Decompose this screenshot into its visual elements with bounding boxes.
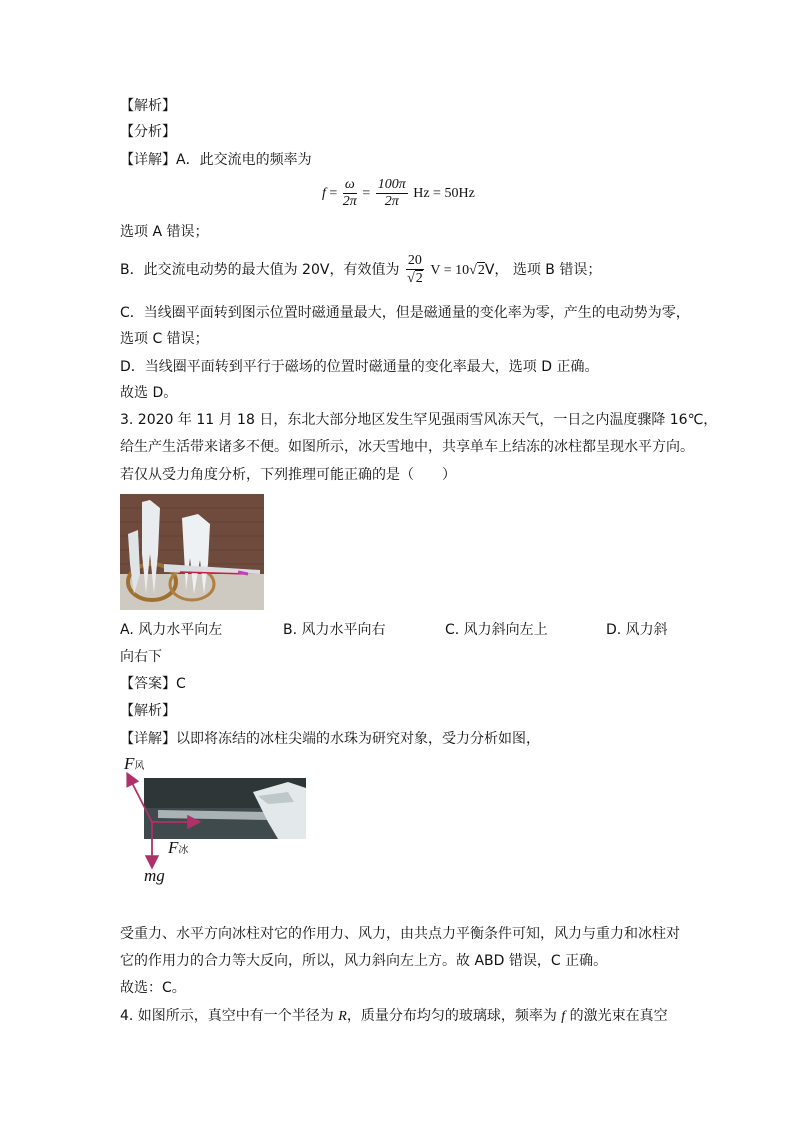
choice-d: D. 风力斜 (606, 622, 668, 638)
frequency-equation: f = $\frac{\omega}{2\pi}$ = $\frac{100\pi}{2\pi}$ Hz = 50Hz (322, 177, 475, 210)
detail-intro-2: 【详解】以即将冻结的冰柱尖端的水珠为研究对象，受力分析如图， (120, 731, 540, 747)
option-d-line: D．当线圈平面转到平行于磁场的位置时磁通量的变化率最大，选项 D 正确。 (120, 359, 599, 375)
section-fenxi: 【分析】 (120, 124, 176, 140)
question-3-line1: 3. 2020 年 11 月 18 日，东北大部分地区发生罕见强雨雪风冻天气，一日之内温度骤降 16℃， (120, 412, 718, 428)
option-b-line: B．此交流电动势的最大值为 20V，有效值为 $\frac{20}{√2}$ V = 10√2V， 选项 B 错误； (120, 253, 602, 286)
option-c-line2: 选项 C 错误； (120, 331, 209, 347)
explanation-line2: 它的作用力的合力等大反向，所以，风力斜向左上方。故 ABD 错误，C 正确。 (120, 953, 608, 969)
frozen-bike-illustration (120, 494, 264, 610)
conclusion-d: 故选 D。 (120, 385, 178, 401)
question-4-line1: 4. 如图所示，真空中有一个半径为 R，质量分布均匀的玻璃球，频率为 f 的激光束在真空 (120, 1008, 668, 1024)
force-diagram (118, 752, 318, 892)
conclusion-c: 故选：C。 (120, 980, 186, 996)
label-f-ice: F冰 (168, 838, 189, 857)
label-f-wind: F风 (124, 754, 145, 773)
question-3-line3: 若仅从受力角度分析，下列推理可能正确的是（ ） (120, 467, 456, 483)
choice-c: C. 风力斜向左上 (445, 622, 548, 638)
frozen-bike-photo (120, 494, 264, 610)
detail-intro: 【详解】A．此交流电的频率为 (120, 152, 312, 168)
label-mg: mg (144, 866, 165, 885)
choice-b: B. 风力水平向右 (283, 622, 386, 638)
option-a-wrong: 选项 A 错误； (120, 224, 209, 240)
explanation-line1: 受重力、水平方向冰柱对它的作用力、风力，由共点力平衡条件可知，风力与重力和冰柱对 (120, 926, 680, 942)
question-3-line2: 给生产生活带来诸多不便。如图所示，冰天雪地中，共享单车上结冻的冰柱都呈现水平方向。 (120, 439, 694, 455)
section-jiexi: 【解析】 (120, 98, 176, 114)
option-c-line1: C．当线圈平面转到图示位置时磁通量最大，但是磁通量的变化率为零，产生的电动势为零， (120, 305, 690, 321)
choice-a: A. 风力水平向左 (120, 622, 223, 638)
choice-d-continued: 向右下 (120, 649, 162, 665)
answer-line: 【答案】C (120, 676, 186, 692)
section-jiexi-2: 【解析】 (120, 703, 176, 719)
